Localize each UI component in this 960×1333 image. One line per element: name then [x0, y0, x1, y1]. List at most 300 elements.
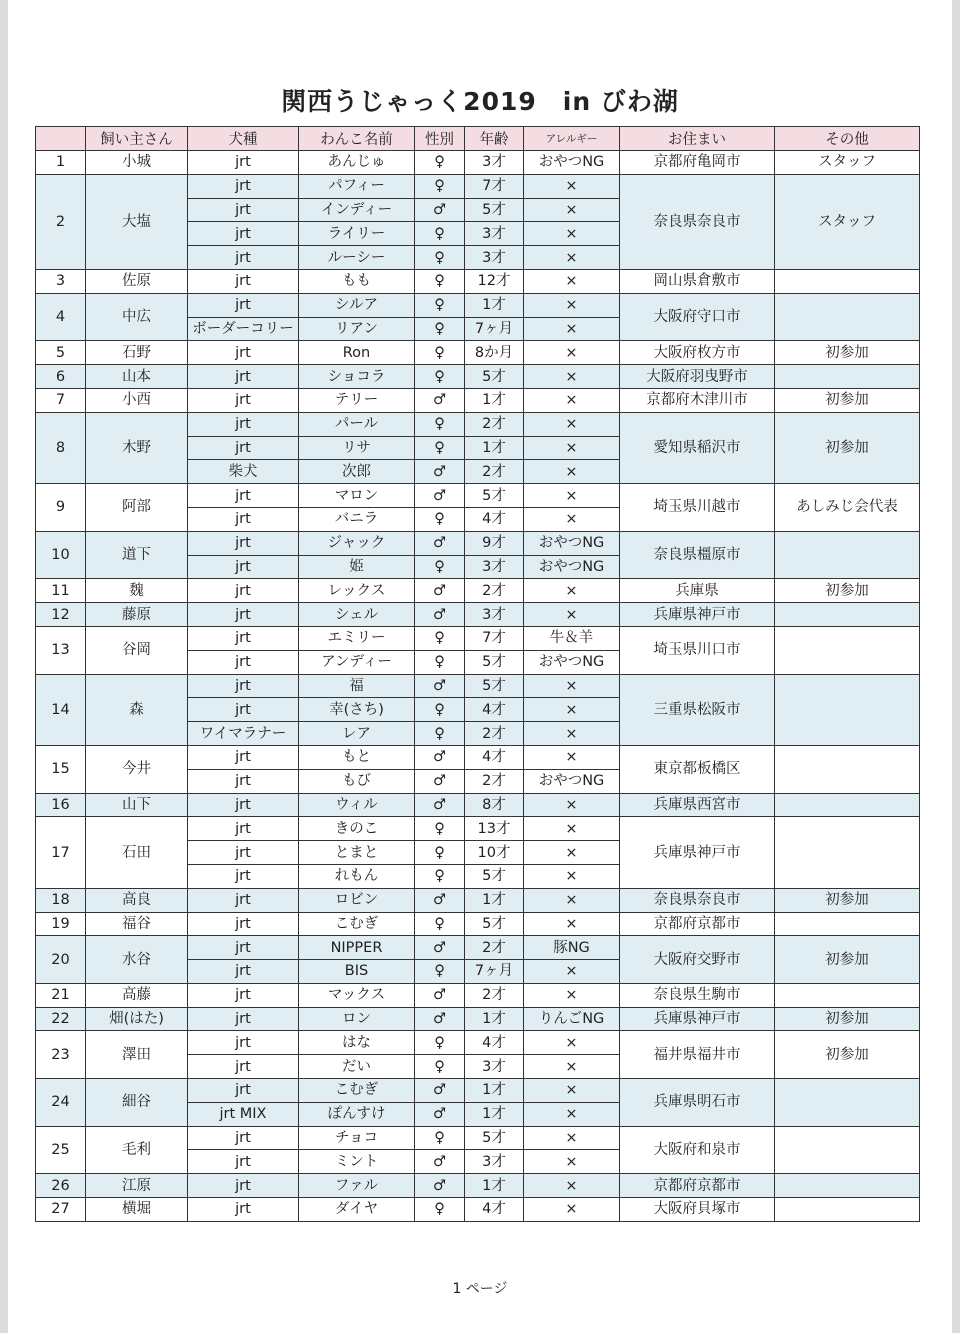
- table-row: [36, 603, 920, 627]
- table-row: [36, 1079, 920, 1103]
- notes-cell: [775, 817, 920, 888]
- dog-name-cell: バニラ: [299, 507, 415, 531]
- sex-cell: ♂: [415, 769, 465, 793]
- notes-cell: あしみじ会代表: [775, 484, 920, 532]
- notes-cell: [775, 1126, 920, 1174]
- owner-cell: 中広: [86, 293, 188, 341]
- breed-cell: jrt: [188, 864, 299, 888]
- owner-cell: 横堀: [86, 1198, 188, 1222]
- sex-cell: ♂: [415, 888, 465, 912]
- age-cell: 10才: [465, 841, 524, 865]
- notes-cell: [775, 674, 920, 745]
- age-cell: 2才: [465, 722, 524, 746]
- residence-cell: 奈良県奈良市: [620, 174, 775, 269]
- sex-cell: ♂: [415, 198, 465, 222]
- allergy-cell: 牛＆羊: [524, 626, 620, 650]
- table-body: [36, 151, 920, 1222]
- entry-number-cell: 22: [36, 1007, 86, 1031]
- age-cell: 1才: [465, 888, 524, 912]
- sex-cell: ♀: [415, 626, 465, 650]
- breed-cell: jrt: [188, 388, 299, 412]
- notes-cell: [775, 293, 920, 341]
- age-cell: 5才: [465, 1126, 524, 1150]
- allergy-cell: ×: [524, 365, 620, 389]
- dog-name-cell: シェル: [299, 603, 415, 627]
- entry-number-cell: 25: [36, 1126, 86, 1174]
- residence-cell: 埼玉県川越市: [620, 484, 775, 532]
- breed-cell: jrt: [188, 1079, 299, 1103]
- table-row: [36, 341, 920, 365]
- residence-cell: 兵庫県神戸市: [620, 1007, 775, 1031]
- age-cell: 12才: [465, 269, 524, 293]
- entry-number-cell: 16: [36, 793, 86, 817]
- header-allergy: アレルギー: [524, 127, 620, 151]
- dog-name-cell: チョコ: [299, 1126, 415, 1150]
- sex-cell: ♀: [415, 365, 465, 389]
- sex-cell: ♀: [415, 960, 465, 984]
- dog-name-cell: ぽんすけ: [299, 1102, 415, 1126]
- dog-name-cell: ルーシー: [299, 246, 415, 270]
- notes-cell: 初参加: [775, 412, 920, 483]
- residence-cell: 兵庫県明石市: [620, 1079, 775, 1127]
- notes-cell: [775, 912, 920, 936]
- sex-cell: ♀: [415, 1031, 465, 1055]
- sex-cell: ♂: [415, 484, 465, 508]
- table-row: [36, 626, 920, 650]
- sex-cell: ♀: [415, 722, 465, 746]
- breed-cell: jrt: [188, 412, 299, 436]
- notes-cell: 初参加: [775, 579, 920, 603]
- dog-name-cell: れもん: [299, 864, 415, 888]
- sex-cell: ♂: [415, 674, 465, 698]
- allergy-cell: ×: [524, 198, 620, 222]
- sex-cell: ♂: [415, 1174, 465, 1198]
- sex-cell: ♂: [415, 1150, 465, 1174]
- residence-cell: 大阪府羽曳野市: [620, 365, 775, 389]
- dog-name-cell: レックス: [299, 579, 415, 603]
- age-cell: 5才: [465, 365, 524, 389]
- page-number: 1 ページ: [452, 1281, 508, 1297]
- age-cell: 3才: [465, 246, 524, 270]
- owner-cell: 谷岡: [86, 626, 188, 674]
- owner-cell: 佐原: [86, 269, 188, 293]
- table-row: [36, 1174, 920, 1198]
- residence-cell: 岡山県倉敷市: [620, 269, 775, 293]
- owner-cell: 木野: [86, 412, 188, 483]
- owner-cell: 江原: [86, 1174, 188, 1198]
- residence-cell: 京都府亀岡市: [620, 151, 775, 175]
- age-cell: 3才: [465, 555, 524, 579]
- sex-cell: ♂: [415, 1007, 465, 1031]
- sex-cell: ♀: [415, 222, 465, 246]
- breed-cell: jrt: [188, 1007, 299, 1031]
- entry-number-cell: 9: [36, 484, 86, 532]
- allergy-cell: ×: [524, 1102, 620, 1126]
- owner-cell: 今井: [86, 745, 188, 793]
- allergy-cell: ×: [524, 888, 620, 912]
- breed-cell: jrt: [188, 484, 299, 508]
- owner-cell: 小西: [86, 388, 188, 412]
- dog-name-cell: ファル: [299, 1174, 415, 1198]
- age-cell: 8か月: [465, 341, 524, 365]
- allergy-cell: おやつNG: [524, 555, 620, 579]
- dog-name-cell: だい: [299, 1055, 415, 1079]
- entry-number-cell: 5: [36, 341, 86, 365]
- dog-name-cell: きのこ: [299, 817, 415, 841]
- residence-cell: 東京都板橋区: [620, 745, 775, 793]
- age-cell: 1才: [465, 436, 524, 460]
- notes-cell: [775, 531, 920, 579]
- notes-cell: [775, 365, 920, 389]
- header-dog-name: わんこ名前: [299, 127, 415, 151]
- breed-cell: jrt: [188, 650, 299, 674]
- sex-cell: ♀: [415, 151, 465, 175]
- breed-cell: jrt: [188, 769, 299, 793]
- dog-name-cell: もも: [299, 269, 415, 293]
- sex-cell: ♀: [415, 698, 465, 722]
- sex-cell: ♂: [415, 1102, 465, 1126]
- residence-cell: 大阪府和泉市: [620, 1126, 775, 1174]
- sex-cell: ♀: [415, 269, 465, 293]
- breed-cell: jrt: [188, 960, 299, 984]
- dog-name-cell: ショコラ: [299, 365, 415, 389]
- owner-cell: 毛利: [86, 1126, 188, 1174]
- allergy-cell: おやつNG: [524, 151, 620, 175]
- sex-cell: ♀: [415, 246, 465, 270]
- table-row: [36, 388, 920, 412]
- dog-name-cell: パフィー: [299, 174, 415, 198]
- table-row: [36, 293, 920, 317]
- dog-name-cell: レア: [299, 722, 415, 746]
- age-cell: 2才: [465, 936, 524, 960]
- entry-number-cell: 13: [36, 626, 86, 674]
- dog-name-cell: とまと: [299, 841, 415, 865]
- notes-cell: [775, 1198, 920, 1222]
- breed-cell: jrt: [188, 698, 299, 722]
- allergy-cell: ×: [524, 745, 620, 769]
- allergy-cell: ×: [524, 460, 620, 484]
- dog-name-cell: はな: [299, 1031, 415, 1055]
- table-row: [36, 888, 920, 912]
- owner-cell: 高良: [86, 888, 188, 912]
- owner-cell: 水谷: [86, 936, 188, 984]
- sex-cell: ♀: [415, 841, 465, 865]
- age-cell: 5才: [465, 864, 524, 888]
- age-cell: 4才: [465, 698, 524, 722]
- dog-name-cell: ウィル: [299, 793, 415, 817]
- sex-cell: ♀: [415, 1055, 465, 1079]
- residence-cell: 大阪府交野市: [620, 936, 775, 984]
- table-row: [36, 983, 920, 1007]
- table-header-row: [36, 127, 920, 151]
- table-row: [36, 531, 920, 555]
- notes-cell: [775, 1079, 920, 1127]
- dog-name-cell: マックス: [299, 983, 415, 1007]
- residence-cell: 大阪府守口市: [620, 293, 775, 341]
- age-cell: 1才: [465, 1174, 524, 1198]
- age-cell: 7才: [465, 174, 524, 198]
- sex-cell: ♀: [415, 293, 465, 317]
- breed-cell: jrt: [188, 888, 299, 912]
- age-cell: 5才: [465, 912, 524, 936]
- entry-number-cell: 10: [36, 531, 86, 579]
- notes-cell: 初参加: [775, 1031, 920, 1079]
- table-row: [36, 1031, 920, 1055]
- residence-cell: 奈良県生駒市: [620, 983, 775, 1007]
- dog-name-cell: マロン: [299, 484, 415, 508]
- breed-cell: jrt: [188, 1031, 299, 1055]
- residence-cell: 福井県福井市: [620, 1031, 775, 1079]
- sex-cell: ♀: [415, 864, 465, 888]
- header-residence: お住まい: [620, 127, 775, 151]
- age-cell: 1才: [465, 293, 524, 317]
- entry-number-cell: 19: [36, 912, 86, 936]
- residence-cell: 京都府木津川市: [620, 388, 775, 412]
- table-row: [36, 674, 920, 698]
- owner-cell: 細谷: [86, 1079, 188, 1127]
- dog-name-cell: Ron: [299, 341, 415, 365]
- sex-cell: ♀: [415, 317, 465, 341]
- sex-cell: ♀: [415, 1126, 465, 1150]
- entry-number-cell: 14: [36, 674, 86, 745]
- allergy-cell: おやつNG: [524, 769, 620, 793]
- entry-number-cell: 11: [36, 579, 86, 603]
- breed-cell: jrt MIX: [188, 1102, 299, 1126]
- sex-cell: ♀: [415, 174, 465, 198]
- age-cell: 3才: [465, 1150, 524, 1174]
- notes-cell: 初参加: [775, 388, 920, 412]
- owner-cell: 森: [86, 674, 188, 745]
- residence-cell: 大阪府貝塚市: [620, 1198, 775, 1222]
- notes-cell: [775, 1174, 920, 1198]
- breed-cell: jrt: [188, 1174, 299, 1198]
- allergy-cell: ×: [524, 174, 620, 198]
- residence-cell: 兵庫県: [620, 579, 775, 603]
- dog-name-cell: アンディー: [299, 650, 415, 674]
- header-notes: その他: [775, 127, 920, 151]
- allergy-cell: ×: [524, 864, 620, 888]
- table-row: [36, 579, 920, 603]
- dog-name-cell: ライリー: [299, 222, 415, 246]
- breed-cell: jrt: [188, 1126, 299, 1150]
- entry-number-cell: 17: [36, 817, 86, 888]
- allergy-cell: ×: [524, 317, 620, 341]
- sex-cell: ♂: [415, 793, 465, 817]
- allergy-cell: ×: [524, 436, 620, 460]
- age-cell: 7ヶ月: [465, 317, 524, 341]
- age-cell: 2才: [465, 412, 524, 436]
- allergy-cell: ×: [524, 674, 620, 698]
- entry-number-cell: 1: [36, 151, 86, 175]
- notes-cell: 初参加: [775, 341, 920, 365]
- sex-cell: ♀: [415, 436, 465, 460]
- allergy-cell: ×: [524, 983, 620, 1007]
- table-row: [36, 817, 920, 841]
- owner-cell: 山下: [86, 793, 188, 817]
- residence-cell: 兵庫県神戸市: [620, 603, 775, 627]
- age-cell: 2才: [465, 769, 524, 793]
- breed-cell: jrt: [188, 222, 299, 246]
- breed-cell: jrt: [188, 1198, 299, 1222]
- dog-name-cell: インディー: [299, 198, 415, 222]
- breed-cell: jrt: [188, 1055, 299, 1079]
- notes-cell: [775, 983, 920, 1007]
- notes-cell: 初参加: [775, 1007, 920, 1031]
- header-age: 年齢: [465, 127, 524, 151]
- allergy-cell: ×: [524, 1174, 620, 1198]
- residence-cell: 兵庫県神戸市: [620, 817, 775, 888]
- allergy-cell: ×: [524, 1079, 620, 1103]
- table-row: [36, 269, 920, 293]
- allergy-cell: ×: [524, 1126, 620, 1150]
- table-row: [36, 1198, 920, 1222]
- sex-cell: ♂: [415, 579, 465, 603]
- table-row: [36, 412, 920, 436]
- allergy-cell: ×: [524, 960, 620, 984]
- breed-cell: jrt: [188, 198, 299, 222]
- owner-cell: 石田: [86, 817, 188, 888]
- dog-name-cell: ジャック: [299, 531, 415, 555]
- entry-number-cell: 21: [36, 983, 86, 1007]
- breed-cell: jrt: [188, 793, 299, 817]
- allergy-cell: ×: [524, 507, 620, 531]
- notes-cell: [775, 745, 920, 793]
- table-row: [36, 365, 920, 389]
- table-row: [36, 793, 920, 817]
- allergy-cell: ×: [524, 341, 620, 365]
- age-cell: 3才: [465, 222, 524, 246]
- breed-cell: jrt: [188, 365, 299, 389]
- sex-cell: ♀: [415, 817, 465, 841]
- sex-cell: ♂: [415, 460, 465, 484]
- residence-cell: 大阪府枚方市: [620, 341, 775, 365]
- dog-name-cell: あんじゅ: [299, 151, 415, 175]
- sex-cell: ♂: [415, 936, 465, 960]
- age-cell: 5才: [465, 674, 524, 698]
- entry-number-cell: 20: [36, 936, 86, 984]
- allergy-cell: ×: [524, 912, 620, 936]
- allergy-cell: ×: [524, 817, 620, 841]
- sex-cell: ♂: [415, 745, 465, 769]
- sex-cell: ♀: [415, 507, 465, 531]
- breed-cell: jrt: [188, 555, 299, 579]
- age-cell: 2才: [465, 460, 524, 484]
- allergy-cell: おやつNG: [524, 650, 620, 674]
- allergy-cell: ×: [524, 246, 620, 270]
- age-cell: 5才: [465, 650, 524, 674]
- residence-cell: 埼玉県川口市: [620, 626, 775, 674]
- entry-number-cell: 4: [36, 293, 86, 341]
- notes-cell: [775, 626, 920, 674]
- header-owner: 飼い主さん: [86, 127, 188, 151]
- dog-name-cell: もび: [299, 769, 415, 793]
- dog-name-cell: 福: [299, 674, 415, 698]
- notes-cell: 初参加: [775, 936, 920, 984]
- sex-cell: ♀: [415, 650, 465, 674]
- age-cell: 7ヶ月: [465, 960, 524, 984]
- entry-number-cell: 3: [36, 269, 86, 293]
- owner-cell: 阿部: [86, 484, 188, 532]
- breed-cell: jrt: [188, 817, 299, 841]
- breed-cell: jrt: [188, 936, 299, 960]
- allergy-cell: 豚NG: [524, 936, 620, 960]
- breed-cell: jrt: [188, 531, 299, 555]
- entry-number-cell: 15: [36, 745, 86, 793]
- notes-cell: スタッフ: [775, 174, 920, 269]
- age-cell: 1才: [465, 1079, 524, 1103]
- table-row: [36, 174, 920, 198]
- owner-cell: 山本: [86, 365, 188, 389]
- breed-cell: jrt: [188, 745, 299, 769]
- owner-cell: 魏: [86, 579, 188, 603]
- breed-cell: jrt: [188, 1150, 299, 1174]
- table-row: [36, 151, 920, 175]
- document-page: [8, 0, 952, 1333]
- age-cell: 2才: [465, 579, 524, 603]
- page-title: 関西うじゃっく2019 in びわ湖: [281, 87, 679, 116]
- residence-cell: 奈良県橿原市: [620, 531, 775, 579]
- allergy-cell: ×: [524, 1031, 620, 1055]
- dog-name-cell: 幸(さち): [299, 698, 415, 722]
- breed-cell: 柴犬: [188, 460, 299, 484]
- age-cell: 7才: [465, 626, 524, 650]
- dog-name-cell: テリー: [299, 388, 415, 412]
- dog-name-cell: パール: [299, 412, 415, 436]
- breed-cell: jrt: [188, 269, 299, 293]
- owner-cell: 石野: [86, 341, 188, 365]
- breed-cell: jrt: [188, 174, 299, 198]
- breed-cell: jrt: [188, 341, 299, 365]
- allergy-cell: ×: [524, 484, 620, 508]
- owner-cell: 福谷: [86, 912, 188, 936]
- entry-number-cell: 23: [36, 1031, 86, 1079]
- age-cell: 13才: [465, 817, 524, 841]
- allergy-cell: ×: [524, 793, 620, 817]
- dog-name-cell: ロン: [299, 1007, 415, 1031]
- allergy-cell: ×: [524, 293, 620, 317]
- age-cell: 1才: [465, 1102, 524, 1126]
- entry-number-cell: 26: [36, 1174, 86, 1198]
- breed-cell: ボーダーコリー: [188, 317, 299, 341]
- owner-cell: 小城: [86, 151, 188, 175]
- participant-table: [35, 126, 920, 1222]
- breed-cell: jrt: [188, 983, 299, 1007]
- entry-number-cell: 24: [36, 1079, 86, 1127]
- breed-cell: jrt: [188, 151, 299, 175]
- breed-cell: jrt: [188, 912, 299, 936]
- breed-cell: jrt: [188, 246, 299, 270]
- sex-cell: ♀: [415, 341, 465, 365]
- residence-cell: 京都府京都市: [620, 1174, 775, 1198]
- dog-name-cell: ダイヤ: [299, 1198, 415, 1222]
- owner-cell: 道下: [86, 531, 188, 579]
- entry-number-cell: 6: [36, 365, 86, 389]
- sex-cell: ♂: [415, 1079, 465, 1103]
- allergy-cell: ×: [524, 1055, 620, 1079]
- entry-number-cell: 27: [36, 1198, 86, 1222]
- age-cell: 4才: [465, 1031, 524, 1055]
- allergy-cell: ×: [524, 269, 620, 293]
- dog-name-cell: BIS: [299, 960, 415, 984]
- residence-cell: 奈良県奈良市: [620, 888, 775, 912]
- residence-cell: 愛知県稲沢市: [620, 412, 775, 483]
- allergy-cell: ×: [524, 412, 620, 436]
- sex-cell: ♂: [415, 531, 465, 555]
- dog-name-cell: ミント: [299, 1150, 415, 1174]
- breed-cell: jrt: [188, 674, 299, 698]
- sex-cell: ♀: [415, 1198, 465, 1222]
- table-row: [36, 745, 920, 769]
